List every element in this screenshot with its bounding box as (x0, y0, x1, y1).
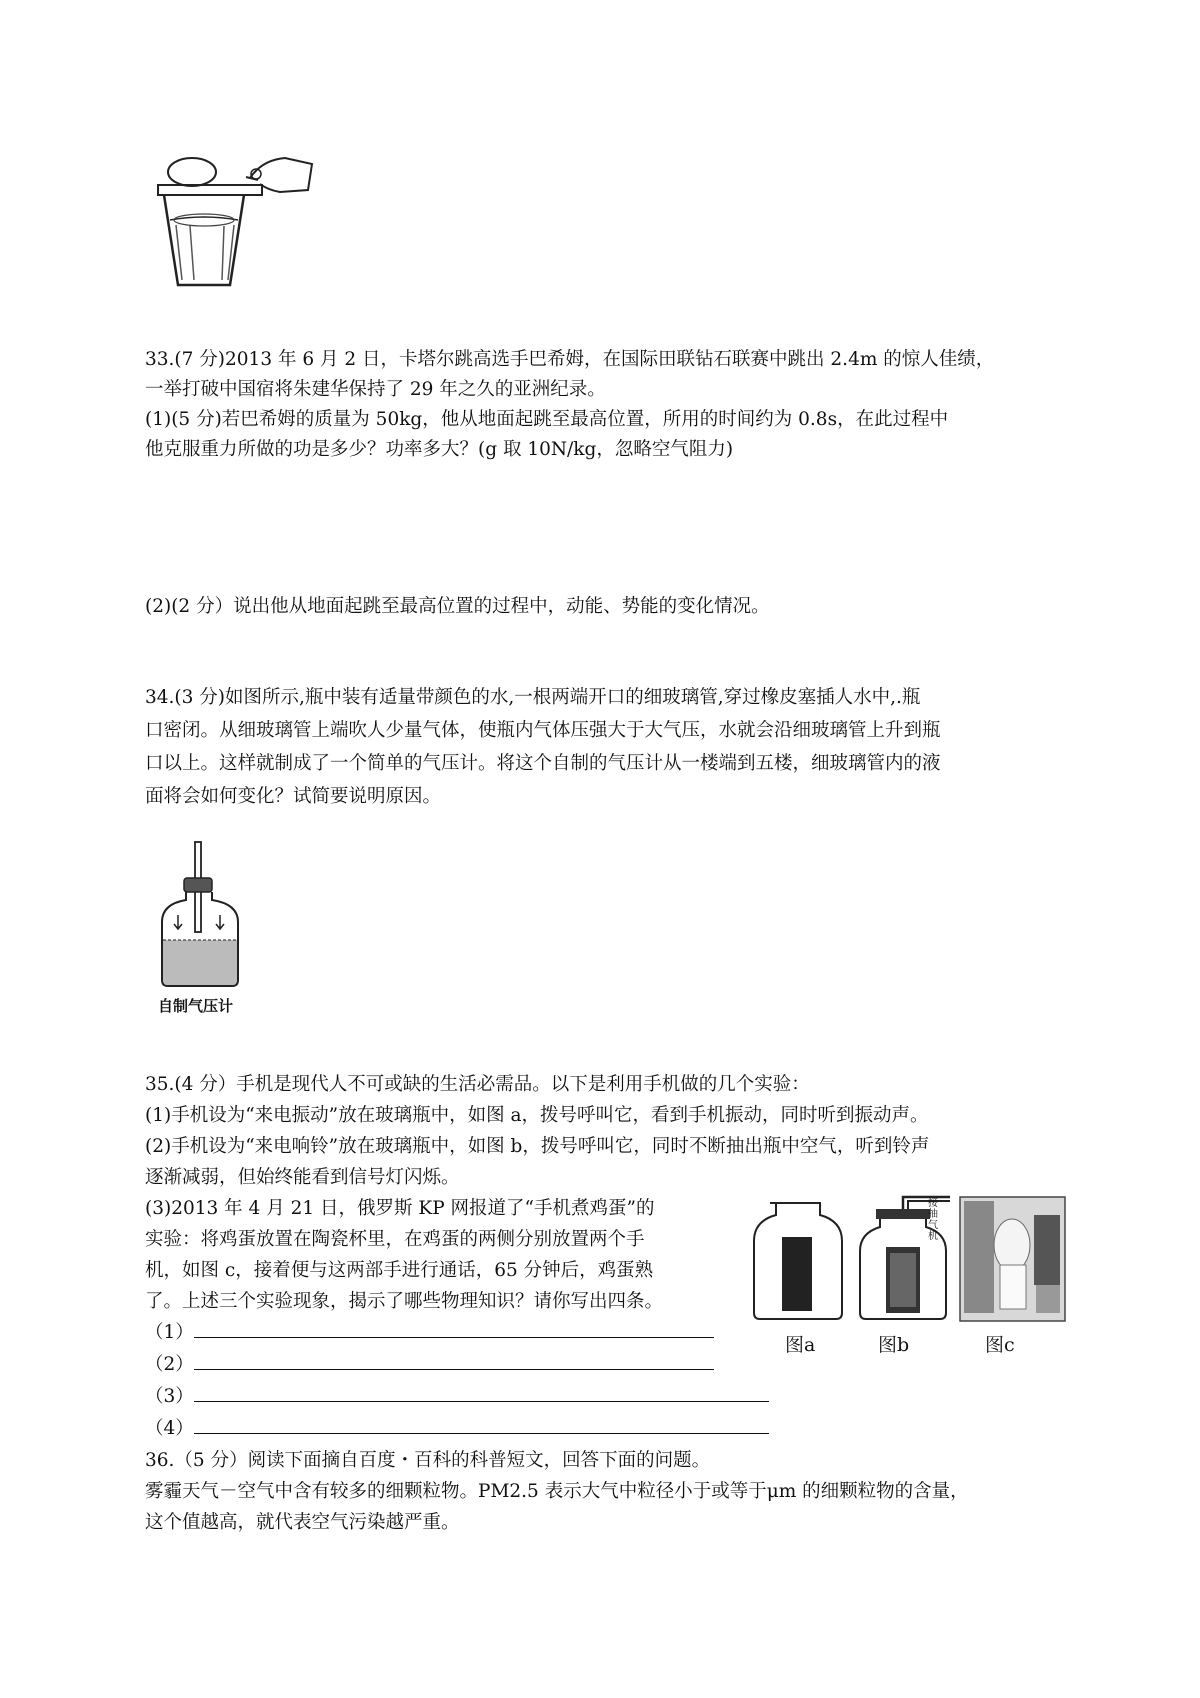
barometer-caption: 自制气压计 (158, 997, 234, 1015)
egg-cup-figure (150, 150, 320, 290)
answer-line-2[interactable] (194, 1351, 714, 1370)
q35-line6: 实验：将鸡蛋放置在陶瓷杯里，在鸡蛋的两侧分别放置两个手 (145, 1229, 645, 1250)
answer-blank-3[interactable] (145, 1382, 769, 1412)
fig-b-pump-note: 接抽气机 (928, 1198, 938, 1242)
q34-line2: 口密闭。从细玻璃管上端吹人少量气体，使瓶内气体压强大于大气压，水就会沿细玻璃管上升到瓶 (145, 720, 941, 741)
q36-line1: 36.（5 分）阅读下面摘自百度・百科的科普短文，回答下面的问题。 (145, 1450, 711, 1471)
q35-line3: (2)手机设为“来电响铃”放在玻璃瓶中，如图 b，拨号呼叫它，同时不断抽出瓶中空气，听到铃声 (145, 1136, 930, 1157)
answer-blank-2[interactable] (145, 1350, 714, 1380)
q35-line7: 机，如图 c，接着便与这两部手进行通话，65 分钟后，鸡蛋熟 (145, 1260, 654, 1281)
q35-line8: 了。上述三个实验现象，揭示了哪些物理知识？请你写出四条。 (145, 1291, 664, 1312)
q34-line1: 34.(3 分)如图所示,瓶中装有适量带颜色的水,一根两端开口的细玻璃管,穿过橡皮塞插人水中,.瓶 (145, 687, 921, 708)
answer-blank-1[interactable] (145, 1318, 714, 1348)
barometer-figure (150, 840, 260, 990)
q36-line3: 这个值越高，就代表空气污染越严重。 (145, 1512, 460, 1533)
answer-blank-4-label: （4） (145, 1418, 194, 1439)
q35-line4: 逐渐减弱，但始终能看到信号灯闪烁。 (145, 1167, 460, 1188)
fig-b-label: 图b (878, 1334, 910, 1356)
q33-line1: 33.(7 分)2013 年 6 月 2 日，卡塔尔跳高选手巴希姆，在国际田联钻石联赛中跳出 2.4m 的惊人佳绩， (145, 349, 995, 370)
q33-line2: 一举打破中国宿将朱建华保持了 29 年之久的亚洲纪录。 (145, 379, 606, 400)
phone-jar-figures (750, 1195, 1070, 1325)
answer-line-3[interactable] (194, 1383, 769, 1402)
fig-c-label: 图c (985, 1334, 1015, 1356)
q33-sub2: (2)(2 分）说出他从地面起跳至最高位置的过程中，动能、势能的变化情况。 (145, 596, 770, 617)
q36-line2: 雾霾天气－空气中含有较多的细颗粒物。PM2.5 表示大气中粒径小于或等于μm 的细颗粒物的含量， (145, 1481, 969, 1502)
q33-sub1-line1: (1)(5 分)若巴希姆的质量为 50kg，他从地面起跳至最高位置，所用的时间约为 0.8s，在此过程中 (145, 409, 949, 430)
q35-line2: (1)手机设为“来电振动”放在玻璃瓶中，如图 a，拨号呼叫它，看到手机振动，同时听到振动声。 (145, 1105, 929, 1126)
q34-line4: 面将会如何变化？试简要说明原因。 (145, 786, 442, 807)
q35-line1: 35.(4 分）手机是现代人不可或缺的生活必需品。以下是利用手机做的几个实验： (145, 1074, 810, 1095)
fig-a-label: 图a (785, 1334, 816, 1356)
q34-line3: 口以上。这样就制成了一个简单的气压计。将这个自制的气压计从一楼端到五楼，细玻璃管内的液 (145, 753, 941, 774)
answer-line-1[interactable] (194, 1319, 714, 1338)
answer-blank-1-label: （1） (145, 1322, 194, 1343)
q35-line5: (3)2013 年 4 月 21 日，俄罗斯 KP 网报道了“手机煮鸡蛋”的 (145, 1198, 655, 1219)
answer-blank-3-label: （3） (145, 1386, 194, 1407)
answer-blank-4[interactable] (145, 1414, 769, 1444)
q33-sub1-line2: 他克服重力所做的功是多少？功率多大？(g 取 10N/kg，忽略空气阻力) (145, 439, 734, 460)
answer-line-4[interactable] (194, 1415, 769, 1434)
answer-blank-2-label: （2） (145, 1354, 194, 1375)
